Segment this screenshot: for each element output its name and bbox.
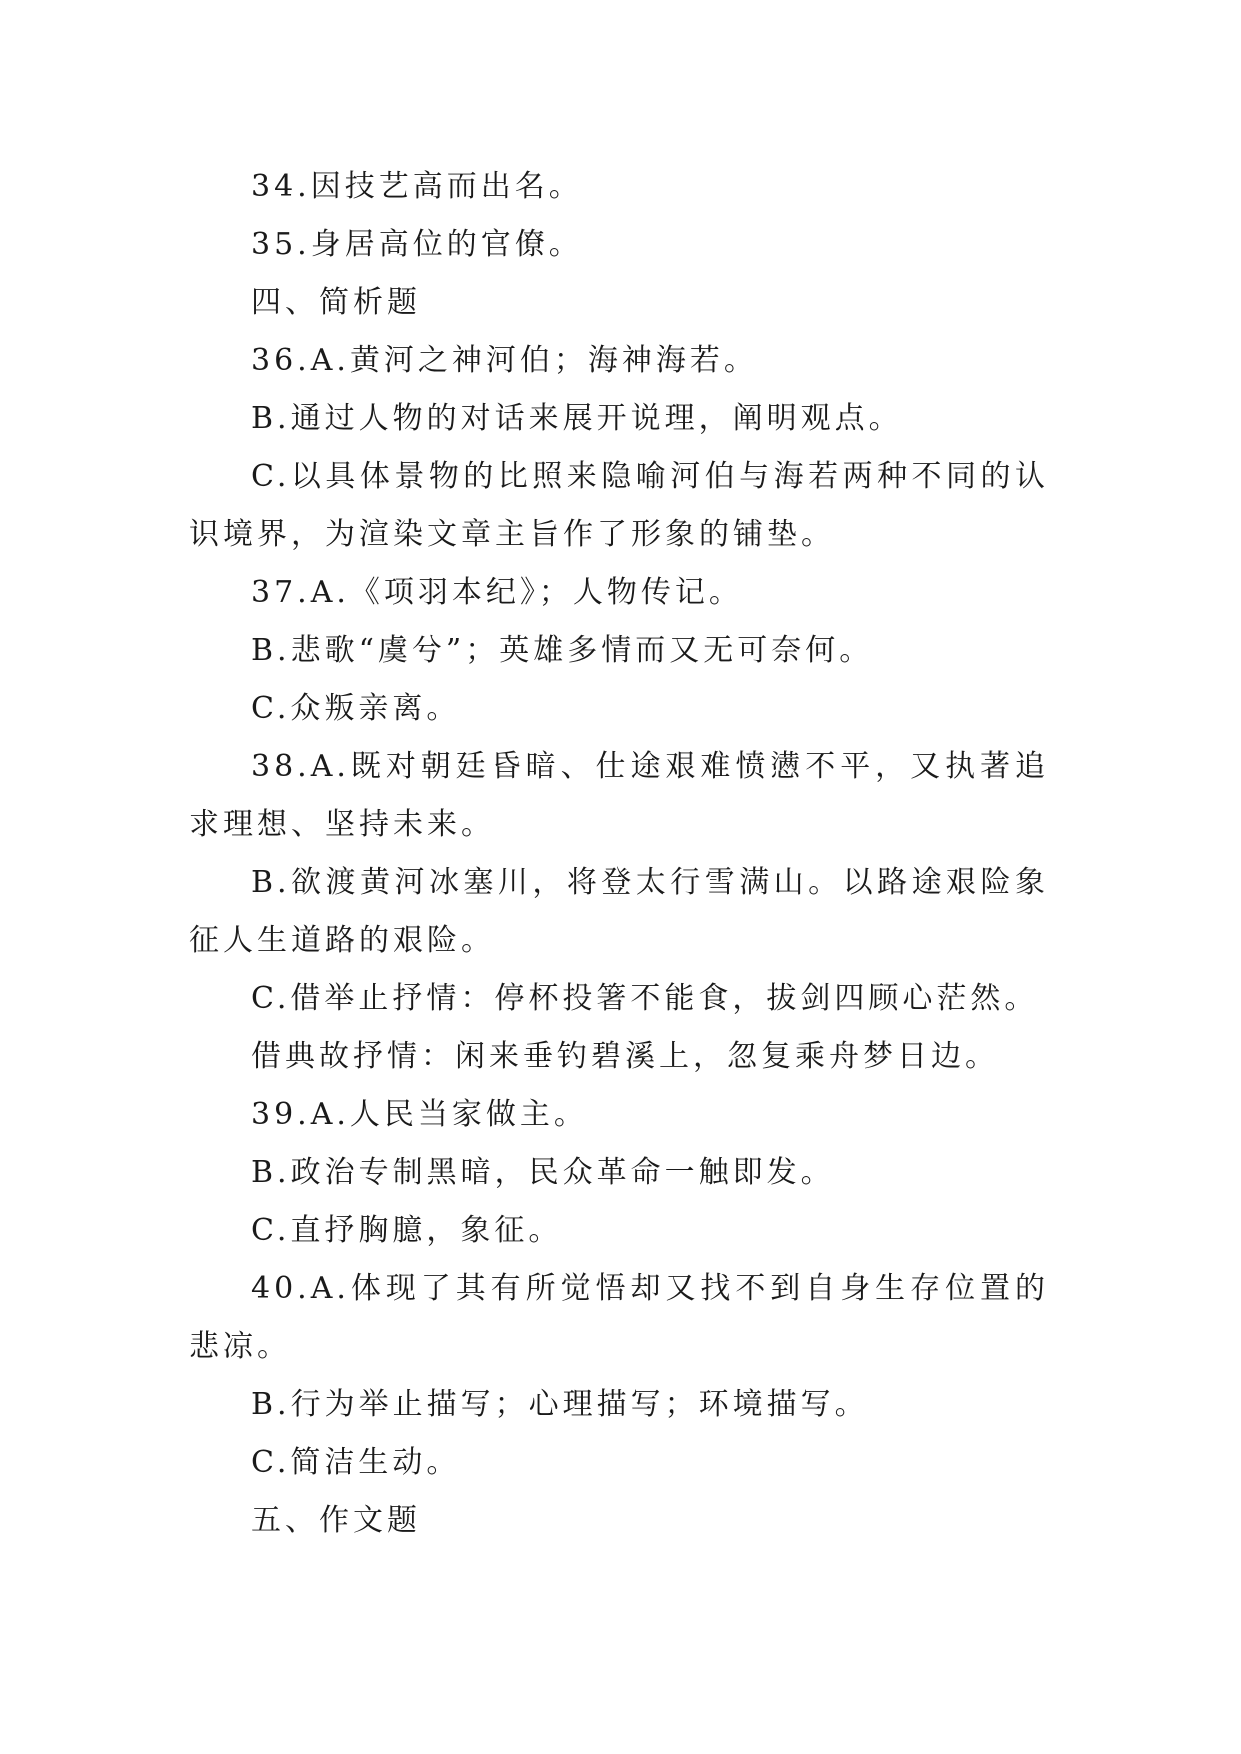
answer-38-a: 38.A.既对朝廷昏暗、仕途艰难愤懑不平，又执著追求理想、坚持未来。 xyxy=(189,749,1049,842)
answer-35: 35.身居高位的官僚。 xyxy=(251,227,583,262)
answer-39-a: 39.A.人民当家做主。 xyxy=(251,1097,588,1132)
answer-38-b: B.欲渡黄河冰塞川，将登太行雪满山。以路途艰险象征人生道路的艰险。 xyxy=(189,865,1049,958)
answer-36-c: C.以具体景物的比照来隐喻河伯与海若两种不同的认识境界，为渲染文章主旨作了形象的铺垫。 xyxy=(189,459,1049,552)
answer-37-b: B.悲歌“虞兮”；英雄多情而又无可奈何。 xyxy=(251,633,874,668)
answer-34: 34.因技艺高而出名。 xyxy=(251,169,583,204)
answer-38-c: C.借举止抒情：停杯投箸不能食，拔剑四顾心茫然。 xyxy=(251,981,1039,1016)
answer-39-c: C.直抒胸臆，象征。 xyxy=(251,1213,563,1248)
answer-40-a: 40.A.体现了其有所觉悟却又找不到自身生存位置的悲凉。 xyxy=(189,1271,1049,1364)
answer-40-b: B.行为举止描写；心理描写；环境描写。 xyxy=(251,1387,869,1422)
section-heading-essay: 五、作文题 xyxy=(251,1503,421,1538)
answer-40-c: C.简洁生动。 xyxy=(251,1445,461,1480)
answer-37-a: 37.A.《项羽本纪》；人物传记。 xyxy=(251,575,743,610)
answer-36-b: B.通过人物的对话来展开说理，阐明观点。 xyxy=(251,401,903,436)
answer-39-b: B.政治专制黑暗，民众革命一触即发。 xyxy=(251,1155,835,1190)
answer-37-c: C.众叛亲离。 xyxy=(251,691,461,726)
answer-36-a: 36.A.黄河之神河伯；海神海若。 xyxy=(251,343,758,378)
answer-38-c-continued: 借典故抒情：闲来垂钓碧溪上，忽复乘舟梦日边。 xyxy=(251,1039,999,1074)
answer-text-body xyxy=(189,158,1049,1550)
section-heading-analysis: 四、简析题 xyxy=(251,285,421,320)
